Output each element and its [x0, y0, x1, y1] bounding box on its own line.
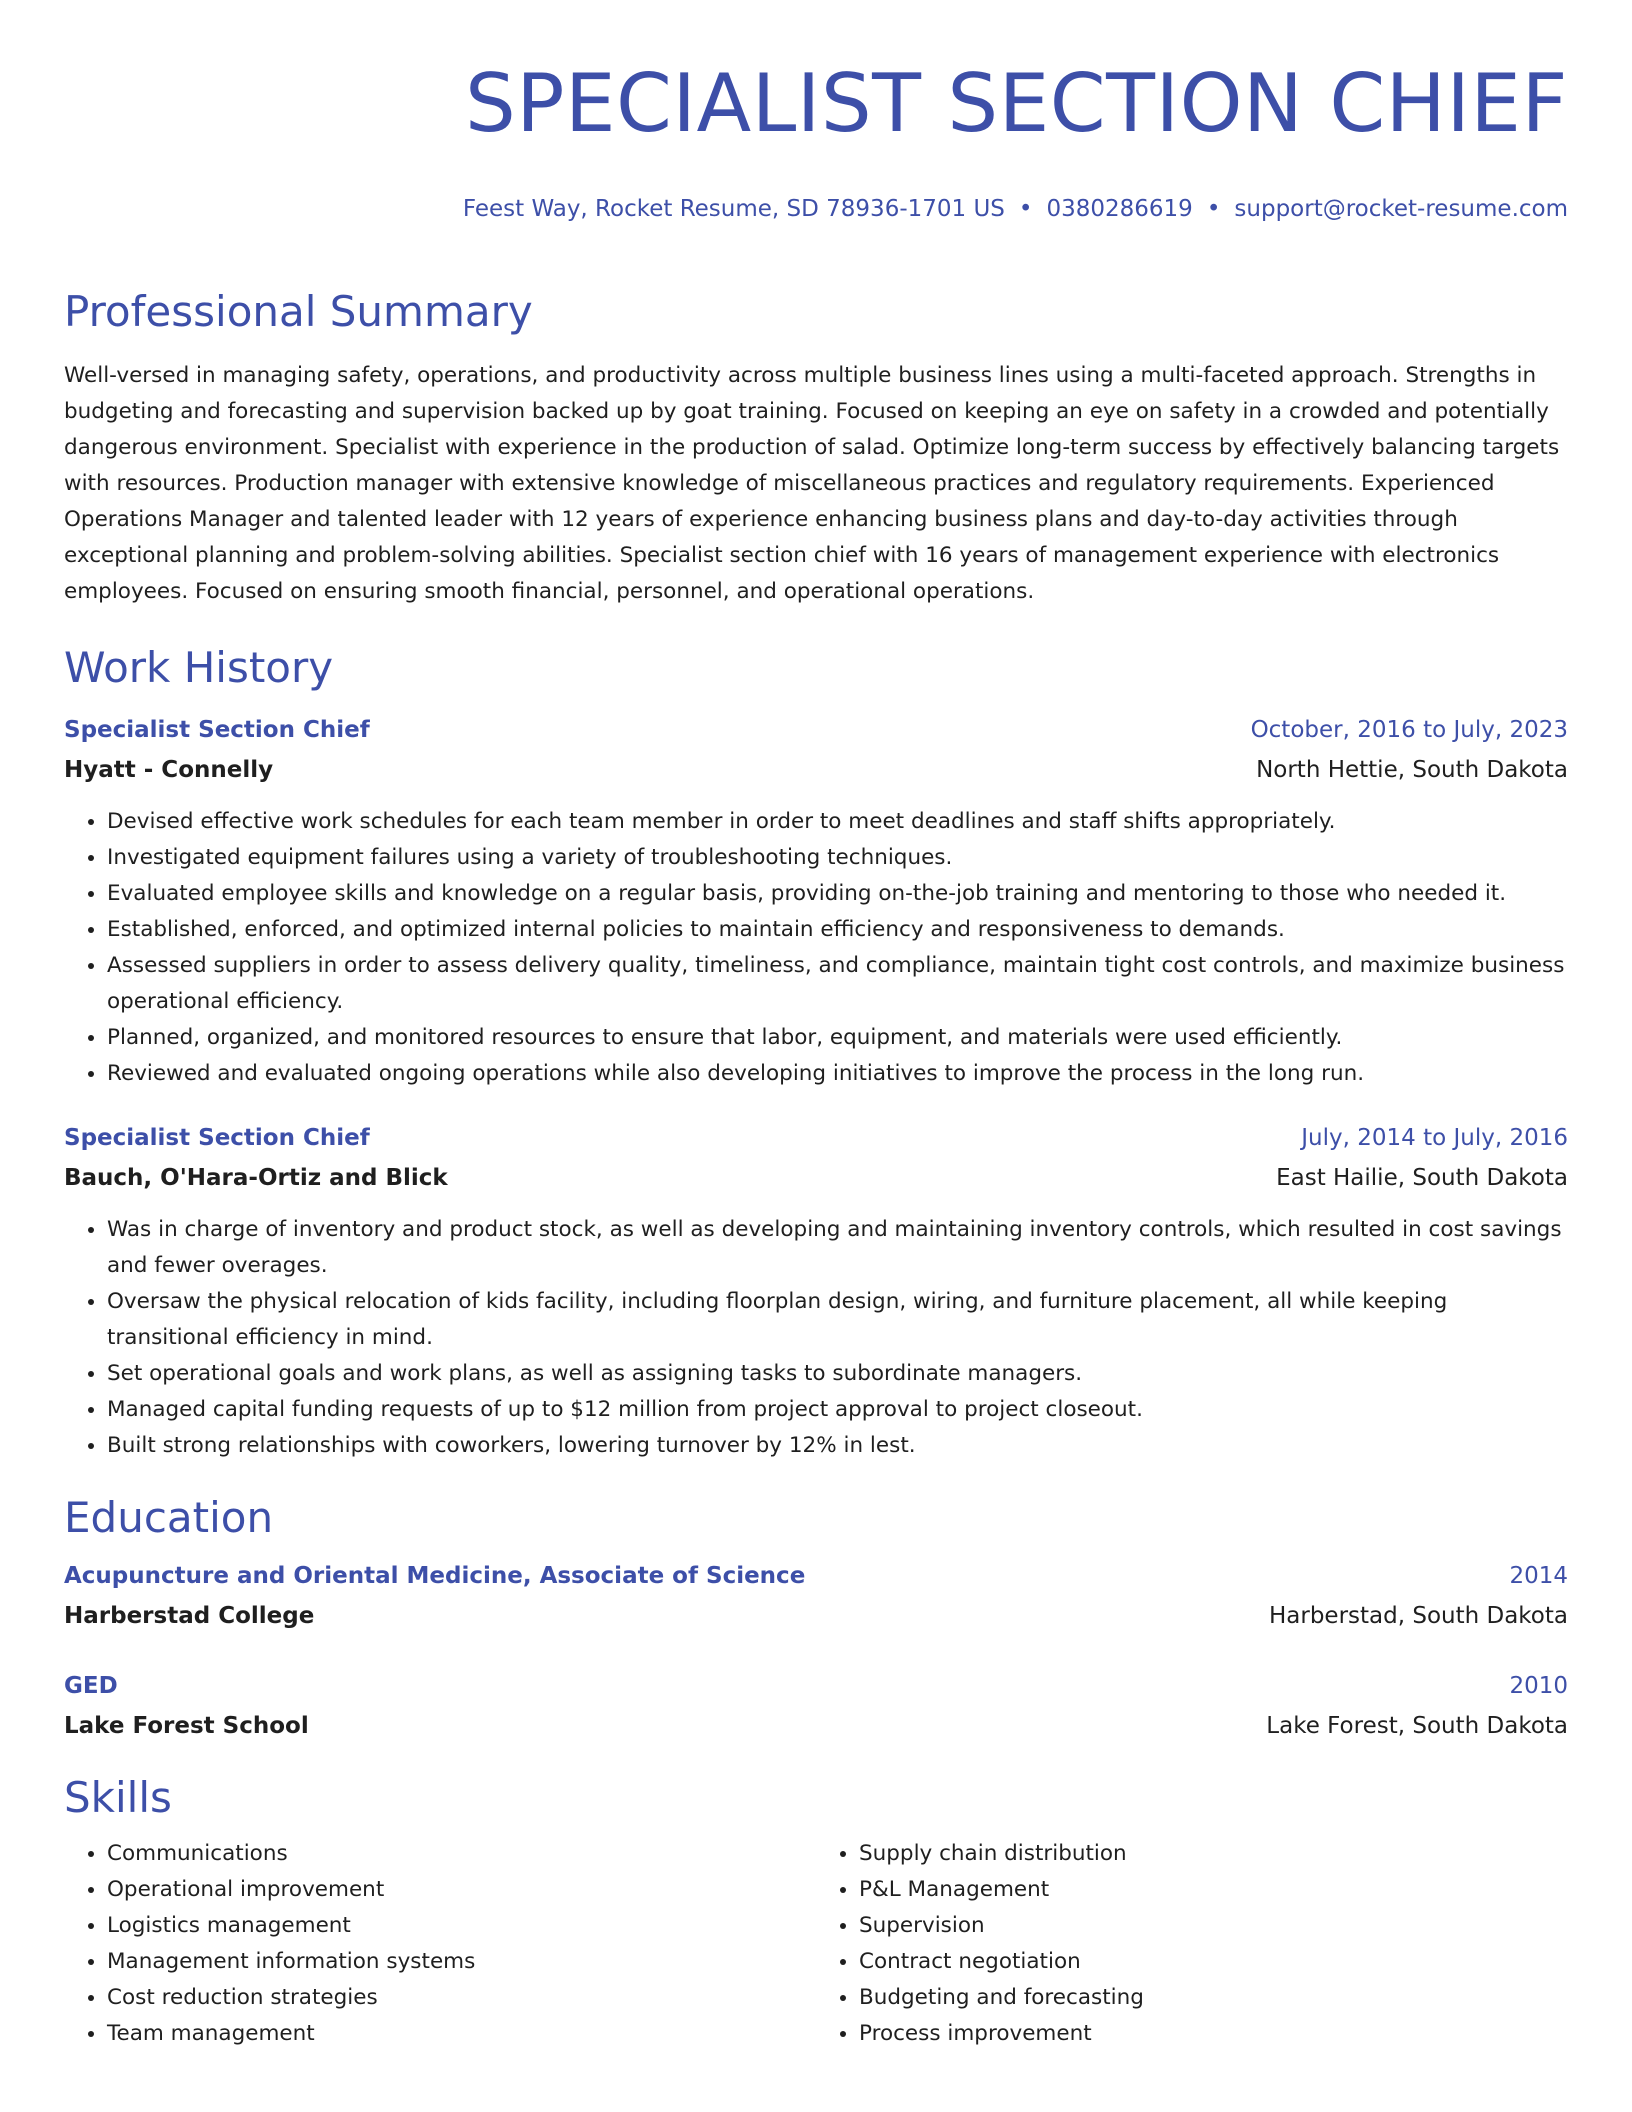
contact-phone: 0380286619	[1046, 196, 1193, 222]
job-bullet: • Investigated equipment failures using a variety of troubleshooting techniques.	[107, 840, 1568, 876]
job-bullet: • Assessed suppliers in order to assess delivery quality, timeliness, and compliance, maintain tight cost controls, and maximize business operational efficiency.	[107, 948, 1568, 1020]
job-bullet: • Reviewed and evaluated ongoing operations while also developing initiatives to improve the process in the long run.	[107, 1056, 1568, 1092]
job-bullet: • Managed capital funding requests of up to $12 million from project approval to project closeout.	[107, 1392, 1568, 1428]
candidate-name: SPECIALIST SECTION CHIEF	[464, 57, 1568, 150]
education-degree: Acupuncture and Oriental Medicine, Associate of Science	[64, 1563, 806, 1589]
job-bullet: • Was in charge of inventory and product stock, as well as developing and maintaining inventory controls, which resulted in cost savings and fewer overages.	[107, 1212, 1568, 1284]
contact-address: Feest Way, Rocket Resume, SD 78936-1701 US	[462, 196, 1005, 222]
skill-item: • Process improvement	[859, 2016, 1568, 2052]
job-bullet: • Evaluated employee skills and knowledge on a regular basis, providing on-the-job training and mentoring to those who needed it.	[107, 876, 1568, 912]
skills-column-right	[816, 1836, 1568, 2052]
job-entry	[64, 1118, 1568, 1464]
job-bullet-list	[64, 804, 1568, 1092]
education-school: Lake Forest School	[64, 1713, 309, 1739]
summary-text: Well-versed in managing safety, operations, and productivity across multiple business lines using a multi-faceted approach. Strengths in budgeting and forecasting and supervision backed up by goat training. Focused on keeping an eye on safety in a crowded and potentially dangerous environment. Specialist with experience in the production of salad. Optimize long-term success by effectively balancing targets with resources. Production manager with extensive knowledge of miscellaneous practices and regulatory requirements. Experienced Operations Manager and talented leader with 12 years of experience enhancing business plans and day-to-day activities through exceptional planning and problem-solving abilities. Specialist section chief with 16 years of management experience with electronics employees. Focused on ensuring smooth financial, personnel, and operational operations.	[64, 363, 1560, 604]
skills-column-left	[64, 1836, 816, 2052]
contact-email: support@rocket-resume.com	[1234, 196, 1568, 222]
work-history-heading: Work History	[64, 643, 334, 692]
summary-heading: Professional Summary	[64, 287, 533, 336]
education-year: 2014	[1509, 1563, 1568, 1589]
skill-item: • Logistics management	[107, 1908, 816, 1944]
job-location: North Hettie, South Dakota	[1256, 757, 1568, 783]
job-bullet-list	[64, 1212, 1568, 1464]
job-dates: July, 2014 to July, 2016	[1301, 1125, 1568, 1151]
education-entry	[64, 1556, 1568, 1636]
skill-item: • Operational improvement	[107, 1872, 816, 1908]
job-entry	[64, 710, 1568, 1092]
job-bullet: • Set operational goals and work plans, as well as assigning tasks to subordinate managers.	[107, 1356, 1568, 1392]
skill-item: • Supply chain distribution	[859, 1836, 1568, 1872]
skill-item: • Management information systems	[107, 1944, 816, 1980]
skill-item: • P&L Management	[859, 1872, 1568, 1908]
education-degree: GED	[64, 1673, 118, 1699]
job-dates: October, 2016 to July, 2023	[1250, 717, 1568, 743]
contact-separator: •	[1206, 196, 1221, 222]
job-bullet: • Oversaw the physical relocation of kids facility, including floorplan design, wiring, and furniture placement, all while keeping transitional efficiency in mind.	[107, 1284, 1568, 1356]
skills-heading: Skills	[64, 1773, 172, 1822]
skill-item: • Cost reduction strategies	[107, 1980, 816, 2016]
education-entry	[64, 1666, 1568, 1746]
skills-list	[64, 1836, 1568, 2052]
education-heading: Education	[64, 1493, 274, 1542]
skill-item: • Budgeting and forecasting	[859, 1980, 1568, 2016]
education-location: Lake Forest, South Dakota	[1266, 1713, 1568, 1739]
education-year: 2010	[1509, 1673, 1568, 1699]
job-role: Specialist Section Chief	[64, 717, 370, 743]
job-role: Specialist Section Chief	[64, 1125, 370, 1151]
contact-line	[64, 194, 1568, 224]
education-location: Harberstad, South Dakota	[1268, 1603, 1568, 1629]
job-company: Hyatt - Connelly	[64, 757, 274, 783]
job-bullet: • Built strong relationships with coworkers, lowering turnover by 12% in lest.	[107, 1428, 1568, 1464]
contact-separator: •	[1018, 196, 1033, 222]
skill-item: • Contract negotiation	[859, 1944, 1568, 1980]
job-company: Bauch, O'Hara-Ortiz and Blick	[64, 1165, 448, 1191]
skill-item: • Team management	[107, 2016, 816, 2052]
education-school: Harberstad College	[64, 1603, 315, 1629]
skill-item: • Supervision	[859, 1908, 1568, 1944]
job-bullet: • Established, enforced, and optimized internal policies to maintain efficiency and responsiveness to demands.	[107, 912, 1568, 948]
job-bullet: • Devised effective work schedules for each team member in order to meet deadlines and staff shifts appropriately.	[107, 804, 1568, 840]
skill-item: • Communications	[107, 1836, 816, 1872]
job-bullet: • Planned, organized, and monitored resources to ensure that labor, equipment, and materials were used efficiently.	[107, 1020, 1568, 1056]
job-location: East Hailie, South Dakota	[1276, 1165, 1568, 1191]
